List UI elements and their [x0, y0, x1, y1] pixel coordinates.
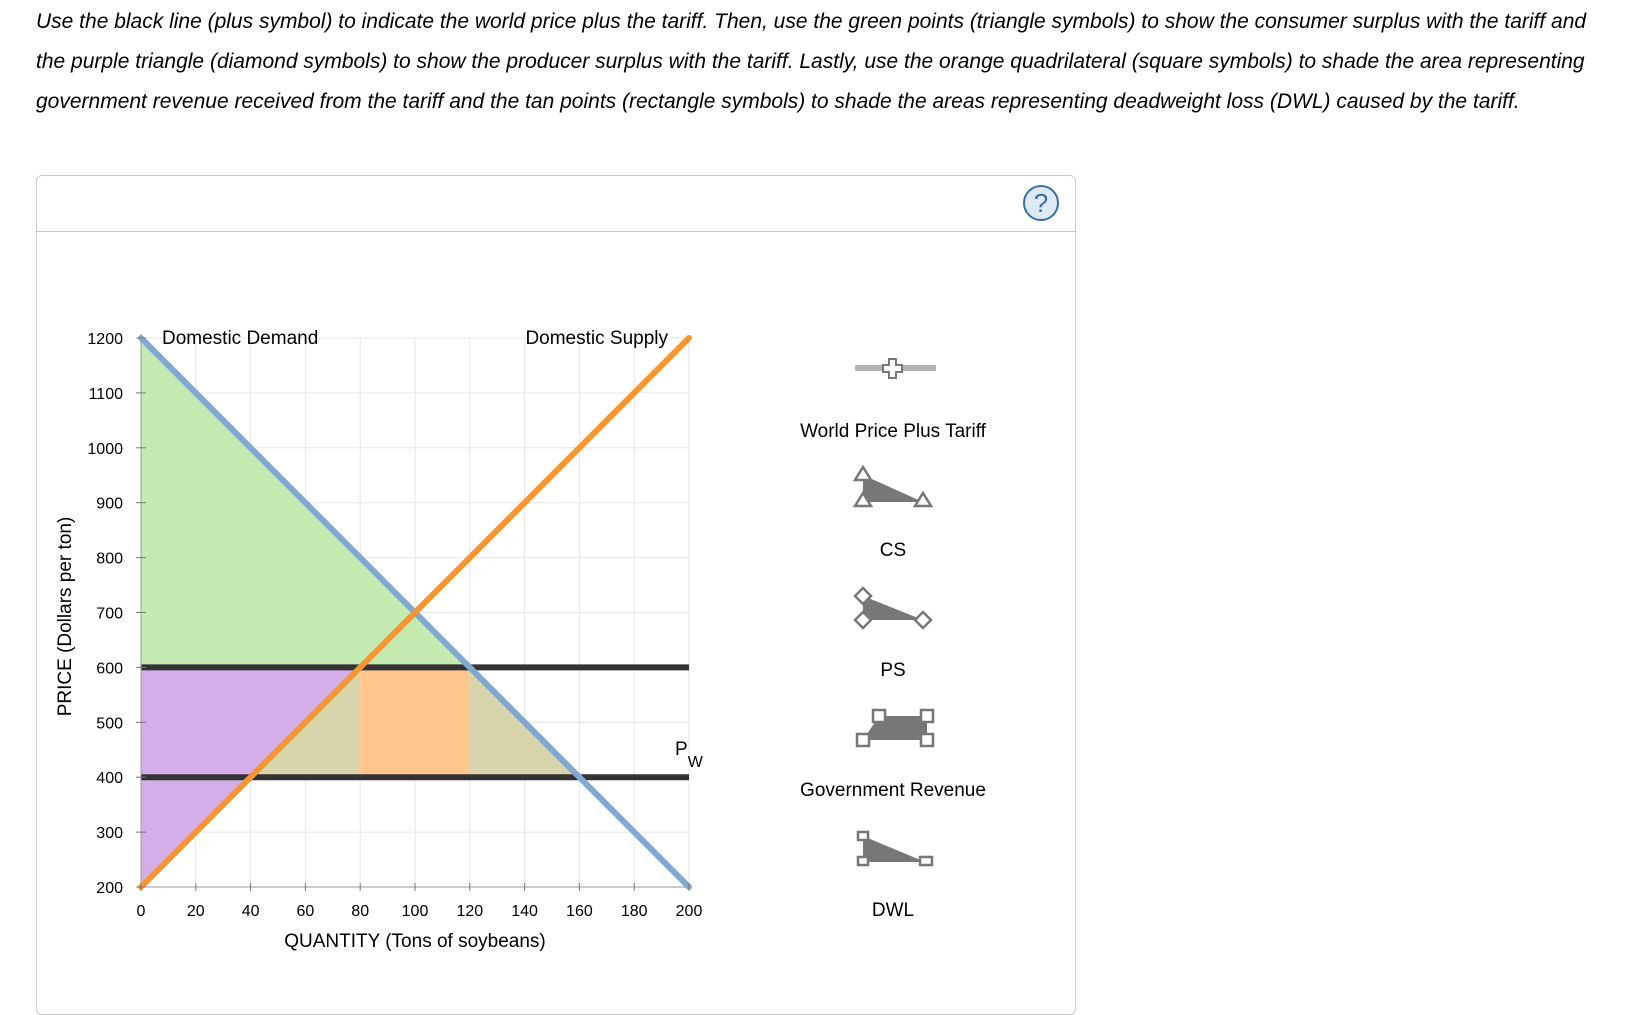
area-government-revenue	[360, 667, 470, 777]
tool-world-price-plus-tariff[interactable]	[855, 359, 936, 378]
y-tick-label: 400	[96, 770, 123, 788]
x-tick-label: 20	[186, 903, 205, 920]
y-tick-label: 1200	[87, 331, 123, 348]
tool-ps[interactable]	[855, 588, 931, 628]
tool-cs[interactable]	[855, 467, 931, 506]
x-tick-label: 200	[675, 903, 703, 920]
help-button[interactable]: ?	[1023, 185, 1059, 221]
y-tick-label: 1000	[87, 440, 123, 458]
y-tick-label: 600	[96, 660, 123, 678]
tool-label-dwl: DWL	[871, 900, 915, 921]
y-tick-label: 800	[96, 550, 123, 568]
x-tick-label: 180	[620, 903, 648, 920]
world-price-label-main: P	[675, 739, 688, 761]
rectangle-shape-icon	[858, 832, 932, 865]
instructions-text: Use the black line (plus symbol) to indicate the world price plus the tariff. Then, use the green points (triangle symbols) to show the consumer surplus with the tariff and the purple triangle (diamond symbols) to show the producer surplus with the tariff. Lastly, use the orange quadrilateral (square symbols) to shade the area representing government revenue received from the tariff and the tan points (rectangle symbols) to shade the areas representing deadweight loss (DWL) caused by the tariff.	[36, 10, 1587, 113]
demand-curve-label: Domestic Demand	[162, 328, 319, 349]
diamond-shape-icon	[855, 588, 931, 628]
x-tick-label: 80	[351, 903, 370, 920]
x-tick-label: 100	[401, 903, 429, 920]
world-price-label-sub: W	[687, 754, 703, 772]
x-tick-label: 140	[511, 903, 538, 920]
y-tick-label: 300	[96, 825, 123, 843]
x-axis-label: QUANTITY (Tons of soybeans)	[284, 931, 546, 952]
tool-dwl[interactable]	[858, 832, 932, 865]
tool-label-ps: PS	[880, 660, 906, 681]
supply-curve-label: Domestic Supply	[525, 328, 668, 349]
y-tick-label: 900	[96, 495, 123, 513]
y-tick-label: 200	[96, 880, 123, 897]
x-tick-label: 160	[566, 903, 593, 920]
y-axis-label: PRICE (Dollars per ton)	[55, 516, 76, 717]
y-tick-label: 500	[96, 715, 123, 733]
x-tick-label: 40	[241, 903, 260, 920]
tool-label-wpt: World Price Plus Tariff	[800, 421, 986, 442]
tool-palette	[800, 359, 987, 921]
x-tick-label: 0	[136, 903, 146, 920]
plus-line-icon	[855, 359, 936, 378]
square-shape-icon	[857, 710, 933, 746]
tool-label-gov: Government Revenue	[800, 780, 986, 801]
tool-government-revenue[interactable]	[857, 710, 933, 746]
tool-label-cs: CS	[879, 540, 907, 561]
x-tick-label: 120	[456, 903, 484, 920]
y-tick-label: 700	[96, 605, 123, 623]
y-tick-label: 1100	[88, 385, 123, 403]
triangle-shape-icon	[855, 467, 931, 506]
x-tick-label: 60	[296, 903, 315, 920]
